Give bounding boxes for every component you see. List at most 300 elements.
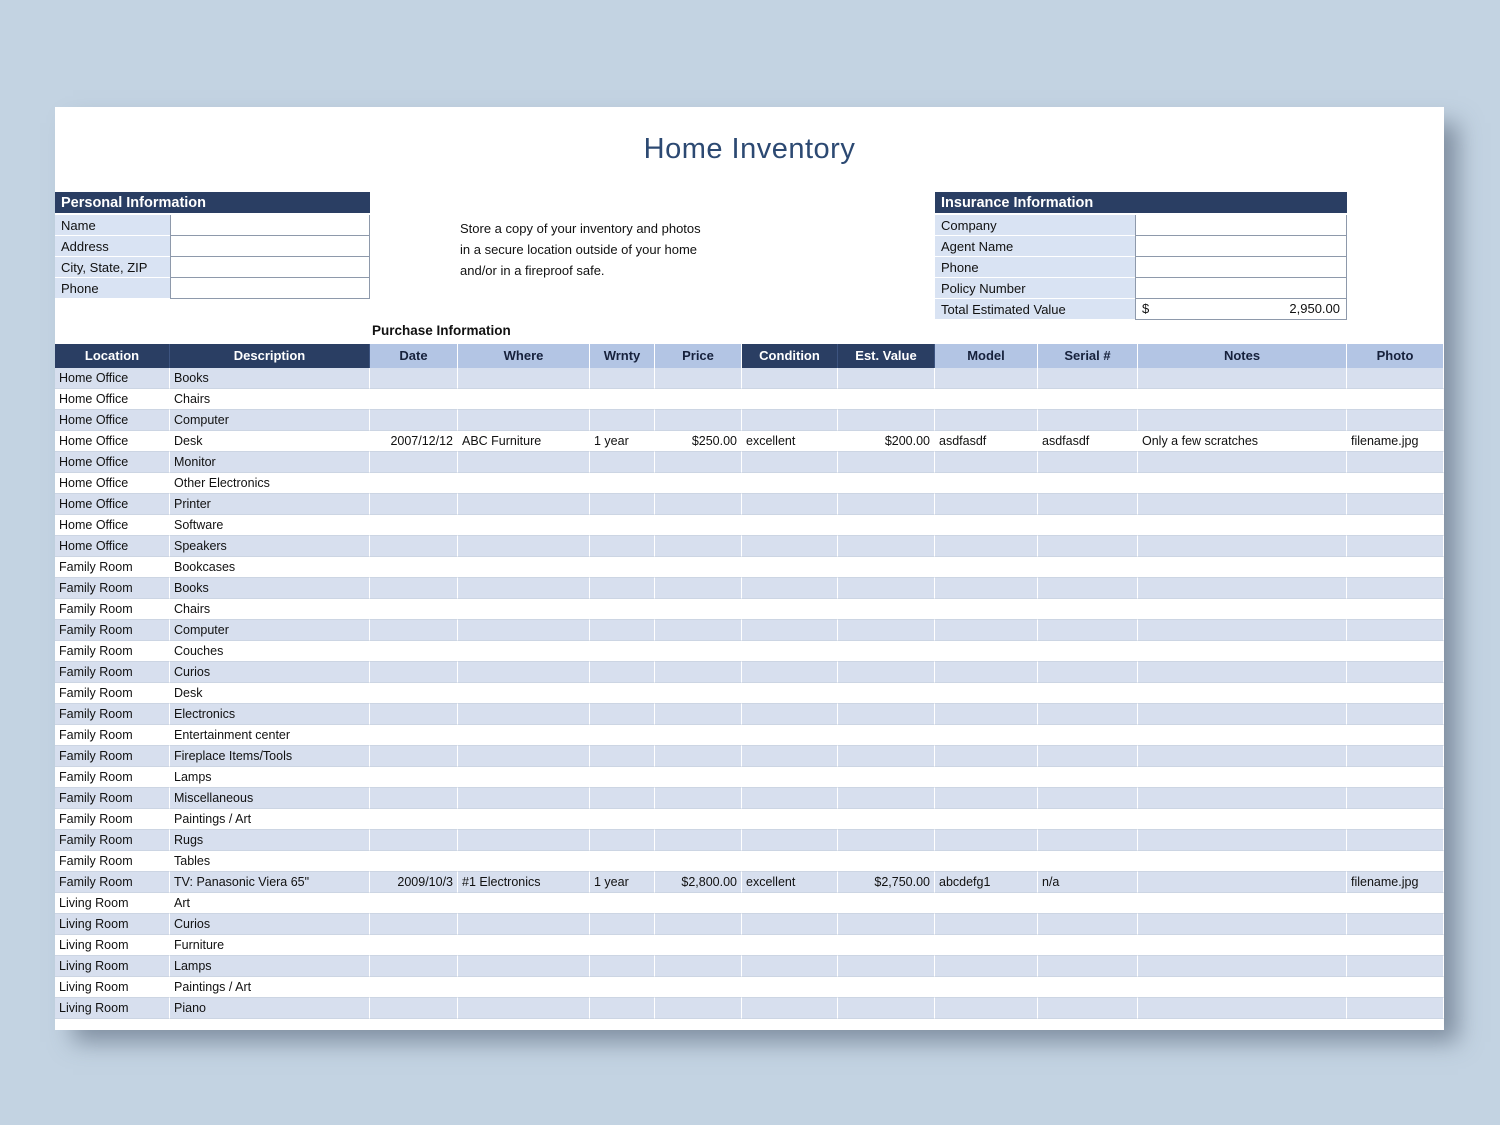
cell-model[interactable]: abcdefg1 [935, 872, 1038, 893]
cell-description[interactable]: Rugs [170, 830, 370, 851]
cell-notes[interactable] [1138, 872, 1347, 893]
cell-photo[interactable] [1347, 830, 1444, 851]
cell-price[interactable] [655, 410, 742, 431]
cell-est_value[interactable] [838, 515, 935, 536]
cell-location[interactable]: Family Room [55, 725, 170, 746]
cell-est_value[interactable] [838, 893, 935, 914]
cell-where[interactable] [458, 956, 590, 977]
cell-wrnty[interactable] [590, 788, 655, 809]
cell-location[interactable]: Family Room [55, 662, 170, 683]
cell-price[interactable] [655, 536, 742, 557]
cell-photo[interactable] [1347, 683, 1444, 704]
cell-model[interactable] [935, 578, 1038, 599]
cell-where[interactable] [458, 683, 590, 704]
cell-photo[interactable] [1347, 725, 1444, 746]
cell-model[interactable] [935, 809, 1038, 830]
cell-serial[interactable] [1038, 599, 1138, 620]
cell-wrnty[interactable] [590, 914, 655, 935]
cell-condition[interactable] [742, 977, 838, 998]
cell-price[interactable] [655, 599, 742, 620]
cell-price[interactable] [655, 515, 742, 536]
cell-est_value[interactable] [838, 410, 935, 431]
cell-est_value[interactable] [838, 452, 935, 473]
cell-notes[interactable] [1138, 851, 1347, 872]
cell-location[interactable]: Living Room [55, 956, 170, 977]
cell-serial[interactable] [1038, 641, 1138, 662]
cell-description[interactable]: Chairs [170, 599, 370, 620]
cell-notes[interactable] [1138, 998, 1347, 1019]
cell-model[interactable] [935, 557, 1038, 578]
cell-wrnty[interactable] [590, 725, 655, 746]
cell-date[interactable] [370, 452, 458, 473]
cell-description[interactable]: Lamps [170, 956, 370, 977]
cell-condition[interactable] [742, 578, 838, 599]
cell-condition[interactable] [742, 914, 838, 935]
cell-description[interactable]: Lamps [170, 767, 370, 788]
cell-wrnty[interactable] [590, 746, 655, 767]
cell-photo[interactable] [1347, 515, 1444, 536]
cell-price[interactable] [655, 368, 742, 389]
cell-model[interactable] [935, 935, 1038, 956]
cell-description[interactable]: Tables [170, 851, 370, 872]
cell-serial[interactable] [1038, 389, 1138, 410]
cell-price[interactable] [655, 494, 742, 515]
cell-photo[interactable] [1347, 662, 1444, 683]
cell-price[interactable] [655, 725, 742, 746]
cell-notes[interactable] [1138, 641, 1347, 662]
cell-est_value[interactable] [838, 935, 935, 956]
cell-wrnty[interactable] [590, 683, 655, 704]
cell-description[interactable]: Software [170, 515, 370, 536]
column-header-description[interactable]: Description [170, 344, 370, 368]
cell-wrnty[interactable]: 1 year [590, 872, 655, 893]
cell-price[interactable] [655, 641, 742, 662]
cell-wrnty[interactable] [590, 956, 655, 977]
cell-date[interactable] [370, 410, 458, 431]
cell-location[interactable]: Family Room [55, 557, 170, 578]
cell-serial[interactable] [1038, 557, 1138, 578]
cell-location[interactable]: Family Room [55, 872, 170, 893]
cell-where[interactable] [458, 578, 590, 599]
cell-date[interactable] [370, 977, 458, 998]
cell-description[interactable]: Computer [170, 410, 370, 431]
cell-notes[interactable] [1138, 515, 1347, 536]
column-header-serial[interactable]: Serial # [1038, 344, 1138, 368]
cell-wrnty[interactable] [590, 641, 655, 662]
cell-wrnty[interactable]: 1 year [590, 431, 655, 452]
cell-model[interactable] [935, 410, 1038, 431]
cell-date[interactable] [370, 494, 458, 515]
cell-description[interactable]: Other Electronics [170, 473, 370, 494]
cell-photo[interactable]: filename.jpg [1347, 872, 1444, 893]
cell-condition[interactable] [742, 767, 838, 788]
cell-condition[interactable] [742, 998, 838, 1019]
cell-notes[interactable] [1138, 935, 1347, 956]
cell-notes[interactable] [1138, 536, 1347, 557]
cell-description[interactable]: Furniture [170, 935, 370, 956]
cell-photo[interactable] [1347, 389, 1444, 410]
cell-serial[interactable] [1038, 956, 1138, 977]
cell-est_value[interactable] [838, 557, 935, 578]
cell-price[interactable] [655, 851, 742, 872]
cell-wrnty[interactable] [590, 557, 655, 578]
cell-photo[interactable] [1347, 998, 1444, 1019]
cell-wrnty[interactable] [590, 998, 655, 1019]
city-state-zip-input[interactable] [170, 257, 370, 278]
name-input[interactable] [170, 215, 370, 236]
cell-notes[interactable] [1138, 368, 1347, 389]
cell-price[interactable] [655, 662, 742, 683]
cell-wrnty[interactable] [590, 620, 655, 641]
cell-est_value[interactable] [838, 746, 935, 767]
column-header-condition[interactable]: Condition [742, 344, 838, 368]
cell-model[interactable] [935, 452, 1038, 473]
policy-number-input[interactable] [1135, 278, 1347, 299]
cell-where[interactable] [458, 998, 590, 1019]
cell-condition[interactable] [742, 515, 838, 536]
cell-location[interactable]: Home Office [55, 473, 170, 494]
cell-wrnty[interactable] [590, 599, 655, 620]
cell-description[interactable]: Speakers [170, 536, 370, 557]
cell-notes[interactable] [1138, 473, 1347, 494]
cell-where[interactable] [458, 389, 590, 410]
cell-serial[interactable] [1038, 368, 1138, 389]
cell-photo[interactable] [1347, 473, 1444, 494]
cell-wrnty[interactable] [590, 473, 655, 494]
cell-est_value[interactable] [838, 788, 935, 809]
cell-date[interactable] [370, 746, 458, 767]
cell-condition[interactable] [742, 788, 838, 809]
cell-serial[interactable] [1038, 515, 1138, 536]
cell-location[interactable]: Family Room [55, 704, 170, 725]
cell-wrnty[interactable] [590, 494, 655, 515]
cell-location[interactable]: Home Office [55, 368, 170, 389]
cell-description[interactable]: Art [170, 893, 370, 914]
cell-wrnty[interactable] [590, 830, 655, 851]
cell-description[interactable]: Printer [170, 494, 370, 515]
cell-est_value[interactable] [838, 683, 935, 704]
column-header-location[interactable]: Location [55, 344, 170, 368]
cell-serial[interactable] [1038, 494, 1138, 515]
cell-est_value[interactable] [838, 494, 935, 515]
cell-date[interactable] [370, 851, 458, 872]
cell-model[interactable] [935, 830, 1038, 851]
cell-notes[interactable] [1138, 746, 1347, 767]
cell-model[interactable] [935, 977, 1038, 998]
cell-description[interactable]: Miscellaneous [170, 788, 370, 809]
cell-notes[interactable] [1138, 683, 1347, 704]
column-header-model[interactable]: Model [935, 344, 1038, 368]
cell-model[interactable] [935, 536, 1038, 557]
cell-condition[interactable] [742, 683, 838, 704]
cell-wrnty[interactable] [590, 1019, 655, 1030]
cell-notes[interactable] [1138, 599, 1347, 620]
cell-price[interactable] [655, 914, 742, 935]
cell-est_value[interactable] [838, 767, 935, 788]
cell-model[interactable] [935, 494, 1038, 515]
cell-price[interactable] [655, 809, 742, 830]
cell-photo[interactable] [1347, 893, 1444, 914]
column-header-photo[interactable]: Photo [1347, 344, 1444, 368]
cell-model[interactable]: asdfasdf [935, 431, 1038, 452]
cell-est_value[interactable] [838, 914, 935, 935]
cell-wrnty[interactable] [590, 368, 655, 389]
cell-photo[interactable] [1347, 410, 1444, 431]
cell-serial[interactable] [1038, 620, 1138, 641]
cell-price[interactable] [655, 998, 742, 1019]
cell-serial[interactable] [1038, 914, 1138, 935]
cell-photo[interactable] [1347, 809, 1444, 830]
cell-date[interactable] [370, 620, 458, 641]
cell-date[interactable] [370, 389, 458, 410]
cell-location[interactable]: Living Room [55, 977, 170, 998]
cell-where[interactable] [458, 1019, 590, 1030]
cell-serial[interactable] [1038, 536, 1138, 557]
cell-date[interactable]: 2007/12/12 [370, 431, 458, 452]
cell-condition[interactable] [742, 893, 838, 914]
cell-serial[interactable] [1038, 578, 1138, 599]
cell-serial[interactable] [1038, 683, 1138, 704]
cell-photo[interactable] [1347, 599, 1444, 620]
cell-notes[interactable] [1138, 578, 1347, 599]
cell-location[interactable]: Home Office [55, 431, 170, 452]
cell-photo[interactable] [1347, 767, 1444, 788]
cell-photo[interactable] [1347, 956, 1444, 977]
cell-model[interactable] [935, 746, 1038, 767]
cell-condition[interactable] [742, 935, 838, 956]
cell-notes[interactable] [1138, 809, 1347, 830]
cell-condition[interactable] [742, 368, 838, 389]
cell-date[interactable] [370, 536, 458, 557]
cell-location[interactable]: Living Room [55, 998, 170, 1019]
cell-location[interactable]: Home Office [55, 494, 170, 515]
cell-description[interactable]: Monitor [170, 452, 370, 473]
cell-date[interactable] [370, 599, 458, 620]
cell-price[interactable] [655, 830, 742, 851]
cell-est_value[interactable] [838, 851, 935, 872]
cell-description[interactable]: Books [170, 578, 370, 599]
cell-date[interactable] [370, 662, 458, 683]
cell-est_value[interactable]: $2,750.00 [838, 872, 935, 893]
cell-wrnty[interactable] [590, 389, 655, 410]
cell-model[interactable] [935, 704, 1038, 725]
cell-where[interactable] [458, 536, 590, 557]
cell-date[interactable] [370, 515, 458, 536]
cell-est_value[interactable] [838, 599, 935, 620]
cell-where[interactable] [458, 725, 590, 746]
cell-serial[interactable] [1038, 977, 1138, 998]
cell-photo[interactable] [1347, 977, 1444, 998]
cell-where[interactable] [458, 851, 590, 872]
cell-est_value[interactable] [838, 704, 935, 725]
column-header-date[interactable]: Date [370, 344, 458, 368]
cell-condition[interactable] [742, 1019, 838, 1030]
cell-where[interactable] [458, 473, 590, 494]
cell-date[interactable] [370, 368, 458, 389]
cell-serial[interactable] [1038, 851, 1138, 872]
cell-est_value[interactable]: $200.00 [838, 431, 935, 452]
cell-wrnty[interactable] [590, 893, 655, 914]
cell-model[interactable] [935, 368, 1038, 389]
cell-price[interactable] [655, 1019, 742, 1030]
cell-serial[interactable] [1038, 410, 1138, 431]
cell-date[interactable] [370, 557, 458, 578]
cell-serial[interactable] [1038, 746, 1138, 767]
cell-condition[interactable] [742, 956, 838, 977]
cell-where[interactable]: #1 Electronics [458, 872, 590, 893]
cell-condition[interactable] [742, 641, 838, 662]
cell-model[interactable] [935, 683, 1038, 704]
cell-price[interactable] [655, 956, 742, 977]
cell-model[interactable] [935, 788, 1038, 809]
cell-model[interactable] [935, 998, 1038, 1019]
cell-condition[interactable] [742, 809, 838, 830]
cell-condition[interactable] [742, 473, 838, 494]
cell-model[interactable] [935, 767, 1038, 788]
cell-est_value[interactable] [838, 662, 935, 683]
cell-location[interactable]: Family Room [55, 683, 170, 704]
cell-condition[interactable] [742, 557, 838, 578]
cell-condition[interactable] [742, 599, 838, 620]
cell-serial[interactable] [1038, 893, 1138, 914]
cell-notes[interactable] [1138, 977, 1347, 998]
cell-date[interactable] [370, 725, 458, 746]
cell-est_value[interactable] [838, 1019, 935, 1030]
cell-location[interactable]: Living Room [55, 935, 170, 956]
cell-date[interactable] [370, 704, 458, 725]
cell-photo[interactable] [1347, 641, 1444, 662]
cell-where[interactable] [458, 662, 590, 683]
cell-where[interactable] [458, 746, 590, 767]
insurance-phone-input[interactable] [1135, 257, 1347, 278]
column-header-wrnty[interactable]: Wrnty [590, 344, 655, 368]
cell-price[interactable] [655, 746, 742, 767]
cell-notes[interactable] [1138, 704, 1347, 725]
cell-model[interactable] [935, 1019, 1038, 1030]
cell-where[interactable] [458, 599, 590, 620]
cell-wrnty[interactable] [590, 578, 655, 599]
cell-photo[interactable] [1347, 788, 1444, 809]
cell-wrnty[interactable] [590, 410, 655, 431]
cell-wrnty[interactable] [590, 515, 655, 536]
cell-where[interactable] [458, 809, 590, 830]
cell-price[interactable] [655, 452, 742, 473]
total-estimated-value-cell[interactable] [1135, 299, 1347, 320]
cell-condition[interactable] [742, 725, 838, 746]
cell-photo[interactable] [1347, 1019, 1444, 1030]
cell-serial[interactable] [1038, 1019, 1138, 1030]
cell-wrnty[interactable] [590, 935, 655, 956]
cell-est_value[interactable] [838, 473, 935, 494]
cell-description[interactable]: Computer [170, 620, 370, 641]
cell-photo[interactable] [1347, 914, 1444, 935]
cell-serial[interactable] [1038, 830, 1138, 851]
cell-notes[interactable]: Only a few scratches [1138, 431, 1347, 452]
cell-where[interactable] [458, 704, 590, 725]
cell-model[interactable] [935, 851, 1038, 872]
cell-description[interactable]: Electronics [170, 704, 370, 725]
cell-notes[interactable] [1138, 662, 1347, 683]
cell-price[interactable] [655, 704, 742, 725]
cell-description[interactable]: Bookcases [170, 557, 370, 578]
cell-notes[interactable] [1138, 914, 1347, 935]
cell-price[interactable] [655, 893, 742, 914]
cell-est_value[interactable] [838, 620, 935, 641]
cell-est_value[interactable] [838, 536, 935, 557]
cell-condition[interactable] [742, 452, 838, 473]
cell-condition[interactable] [742, 830, 838, 851]
cell-date[interactable] [370, 893, 458, 914]
cell-where[interactable] [458, 452, 590, 473]
cell-price[interactable] [655, 557, 742, 578]
cell-where[interactable] [458, 410, 590, 431]
cell-est_value[interactable] [838, 725, 935, 746]
cell-where[interactable] [458, 893, 590, 914]
cell-where[interactable] [458, 494, 590, 515]
cell-est_value[interactable] [838, 641, 935, 662]
cell-photo[interactable] [1347, 746, 1444, 767]
cell-wrnty[interactable] [590, 767, 655, 788]
cell-condition[interactable]: excellent [742, 872, 838, 893]
cell-serial[interactable] [1038, 452, 1138, 473]
cell-where[interactable] [458, 977, 590, 998]
column-header-est_value[interactable]: Est. Value [838, 344, 935, 368]
cell-where[interactable] [458, 767, 590, 788]
cell-photo[interactable] [1347, 704, 1444, 725]
cell-location[interactable]: Home Office [55, 410, 170, 431]
cell-description[interactable] [170, 1019, 370, 1030]
cell-model[interactable] [935, 599, 1038, 620]
cell-location[interactable]: Family Room [55, 578, 170, 599]
cell-est_value[interactable] [838, 809, 935, 830]
cell-location[interactable]: Home Office [55, 452, 170, 473]
cell-photo[interactable] [1347, 578, 1444, 599]
cell-serial[interactable] [1038, 662, 1138, 683]
cell-description[interactable]: Couches [170, 641, 370, 662]
cell-location[interactable]: Family Room [55, 620, 170, 641]
cell-date[interactable] [370, 473, 458, 494]
cell-where[interactable] [458, 557, 590, 578]
cell-price[interactable] [655, 578, 742, 599]
cell-location[interactable]: Family Room [55, 599, 170, 620]
cell-est_value[interactable] [838, 998, 935, 1019]
cell-est_value[interactable] [838, 368, 935, 389]
cell-date[interactable] [370, 578, 458, 599]
cell-model[interactable] [935, 620, 1038, 641]
cell-est_value[interactable] [838, 578, 935, 599]
cell-description[interactable]: Entertainment center [170, 725, 370, 746]
cell-price[interactable]: $250.00 [655, 431, 742, 452]
cell-wrnty[interactable] [590, 851, 655, 872]
cell-condition[interactable] [742, 620, 838, 641]
cell-model[interactable] [935, 956, 1038, 977]
cell-where[interactable] [458, 914, 590, 935]
cell-est_value[interactable] [838, 389, 935, 410]
cell-condition[interactable] [742, 494, 838, 515]
cell-notes[interactable] [1138, 494, 1347, 515]
cell-notes[interactable] [1138, 1019, 1347, 1030]
cell-date[interactable]: 2009/10/3 [370, 872, 458, 893]
column-header-price[interactable]: Price [655, 344, 742, 368]
cell-model[interactable] [935, 389, 1038, 410]
cell-serial[interactable] [1038, 809, 1138, 830]
cell-serial[interactable] [1038, 473, 1138, 494]
cell-price[interactable] [655, 683, 742, 704]
cell-where[interactable] [458, 368, 590, 389]
cell-condition[interactable] [742, 704, 838, 725]
cell-condition[interactable] [742, 746, 838, 767]
cell-description[interactable]: Piano [170, 998, 370, 1019]
